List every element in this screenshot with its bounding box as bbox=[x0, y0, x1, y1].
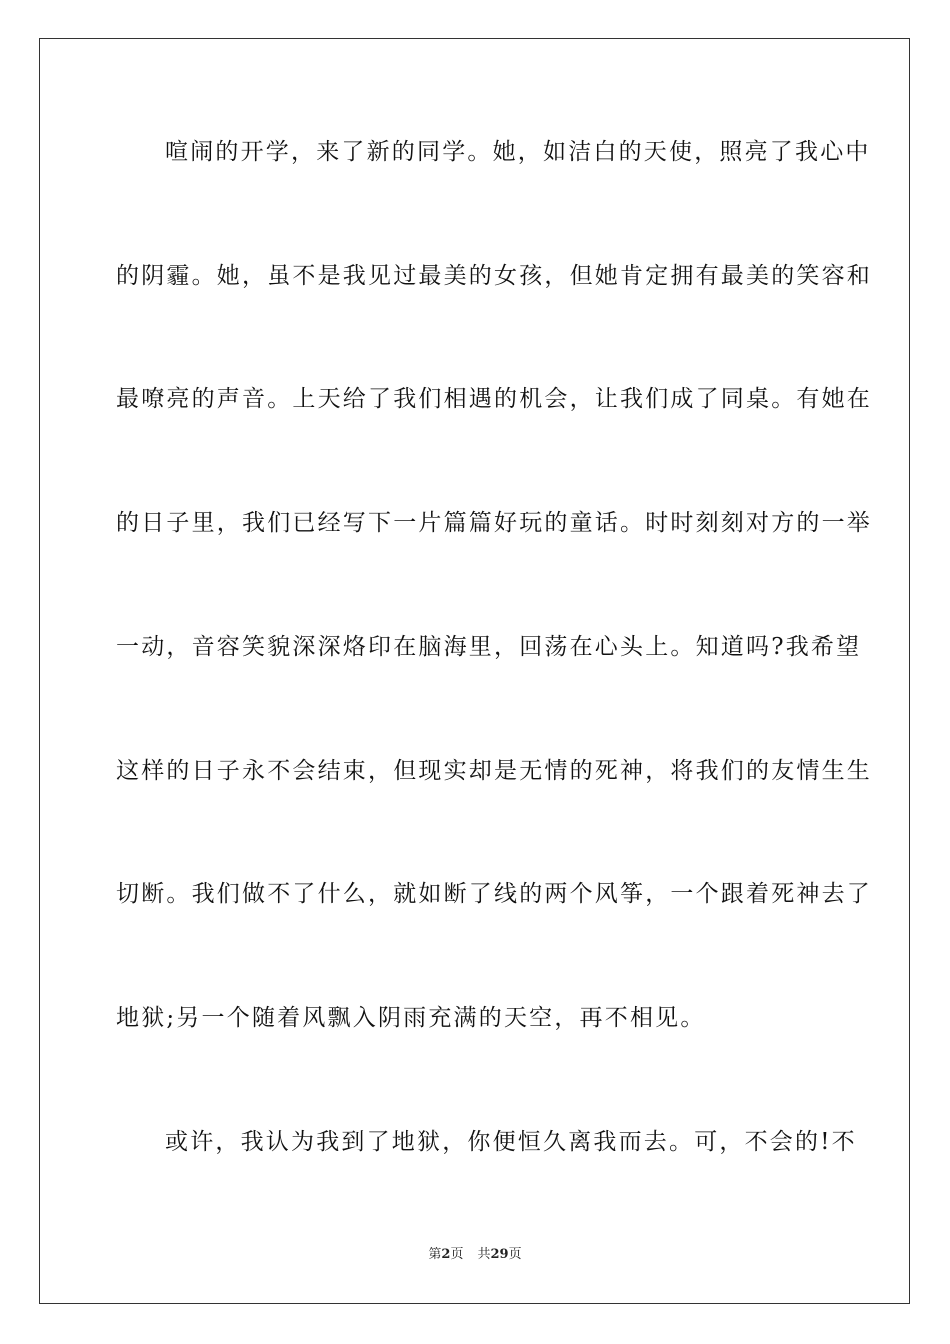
paragraph-1-line-8: 地狱;另一个随着风飘入阴雨充满的天空，再不相见。 bbox=[116, 1005, 706, 1031]
paragraph-1-line-2: 的阴霾。她，虽不是我见过最美的女孩，但她肯定拥有最美的笑容和 bbox=[116, 263, 872, 289]
total-pages: 29 bbox=[490, 1247, 509, 1262]
page-frame bbox=[39, 38, 910, 1304]
paragraph-2-line-1: 或许，我认为我到了地狱，你便恒久离我而去。可，不会的!不 bbox=[165, 1129, 857, 1155]
paragraph-1-line-5: 一动，音容笑貌深深烙印在脑海里，回荡在心头上。知道吗?我希望 bbox=[116, 634, 862, 660]
total-prefix: 共 bbox=[477, 1247, 491, 1262]
paragraph-1-line-4: 的日子里，我们已经写下一片篇篇好玩的童话。时时刻刻对方的一举 bbox=[116, 510, 872, 536]
paragraph-1-line-7: 切断。我们做不了什么，就如断了线的两个风筝，一个跟着死神去了 bbox=[116, 881, 872, 907]
page-suffix: 页 bbox=[450, 1247, 464, 1262]
page-number: 2 bbox=[441, 1247, 451, 1262]
page-prefix: 第 bbox=[428, 1247, 442, 1262]
page-footer bbox=[0, 1246, 950, 1264]
paragraph-1-line-3: 最嘹亮的声音。上天给了我们相遇的机会，让我们成了同桌。有她在 bbox=[116, 386, 872, 412]
paragraph-1-line-6: 这样的日子永不会结束，但现实却是无情的死神，将我们的友情生生 bbox=[116, 758, 872, 784]
total-suffix: 页 bbox=[508, 1247, 522, 1262]
paragraph-1-line-1: 喧闹的开学，来了新的同学。她，如洁白的天使，照亮了我心中 bbox=[165, 139, 871, 165]
